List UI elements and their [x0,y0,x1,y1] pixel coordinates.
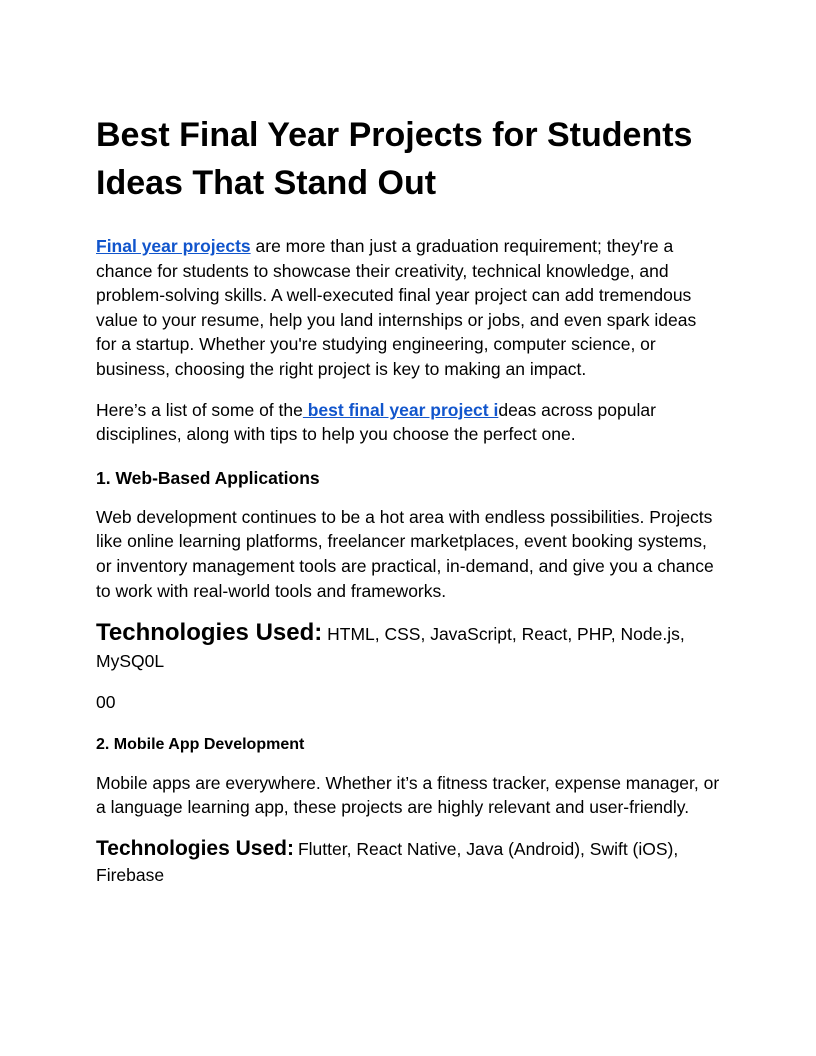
lead-text-after: deas across popular disciplines, along with tips to help you choose the perfect one. [96,399,656,445]
stray-text: 00 [96,692,116,713]
section-heading-mobile-apps: 2. Mobile App Development [96,735,305,753]
technologies-value: HTML, CSS, JavaScript, React, PHP, Node.js, MySQ0L [96,624,685,672]
section-heading-web-apps: 1. Web-Based Applications [96,467,320,488]
lead-text-before: Here’s a list of some of the [96,399,303,420]
intro-paragraph [96,234,720,382]
intro-text: are more than just a graduation requirement; they're a chance for students to showcase their creativity, technical knowledge, and problem-solving skills. A well-executed final year project can add tremendous value to your resume, help you land internships or jobs, and even spark ideas for a startup. Whether you're studying engineering, computer science, or business, choosing the right project is key to making an impact. [96,236,697,379]
technologies-value: Flutter, React Native, Java (Android), Swift (iOS), Firebase [96,838,679,885]
best-final-year-project-link[interactable]: best final year project i [302,399,499,420]
final-year-projects-link[interactable]: Final year projects [96,236,251,256]
technologies-label: Technologies Used: [96,836,294,860]
page-title: Best Final Year Projects for Students Ideas That Stand Out [96,116,693,202]
technologies-web-apps [96,619,720,675]
section-body-mobile-apps: Mobile apps are everywhere. Whether it’s a fitness tracker, expense manager, or a language learning app, these projects are highly relevant and user-friendly. [96,772,720,818]
lead-paragraph [96,398,720,447]
technologies-label: Technologies Used: [96,619,323,647]
section-body-web-apps: Web development continues to be a hot area with endless possibilities. Projects like online learning platforms, freelancer marketplaces, event booking systems, or inventory management tools are practical, in-demand, and give you a chance to work with real-world tools and frameworks. [96,506,714,601]
technologies-mobile-apps [96,836,720,888]
document-page [96,111,720,888]
